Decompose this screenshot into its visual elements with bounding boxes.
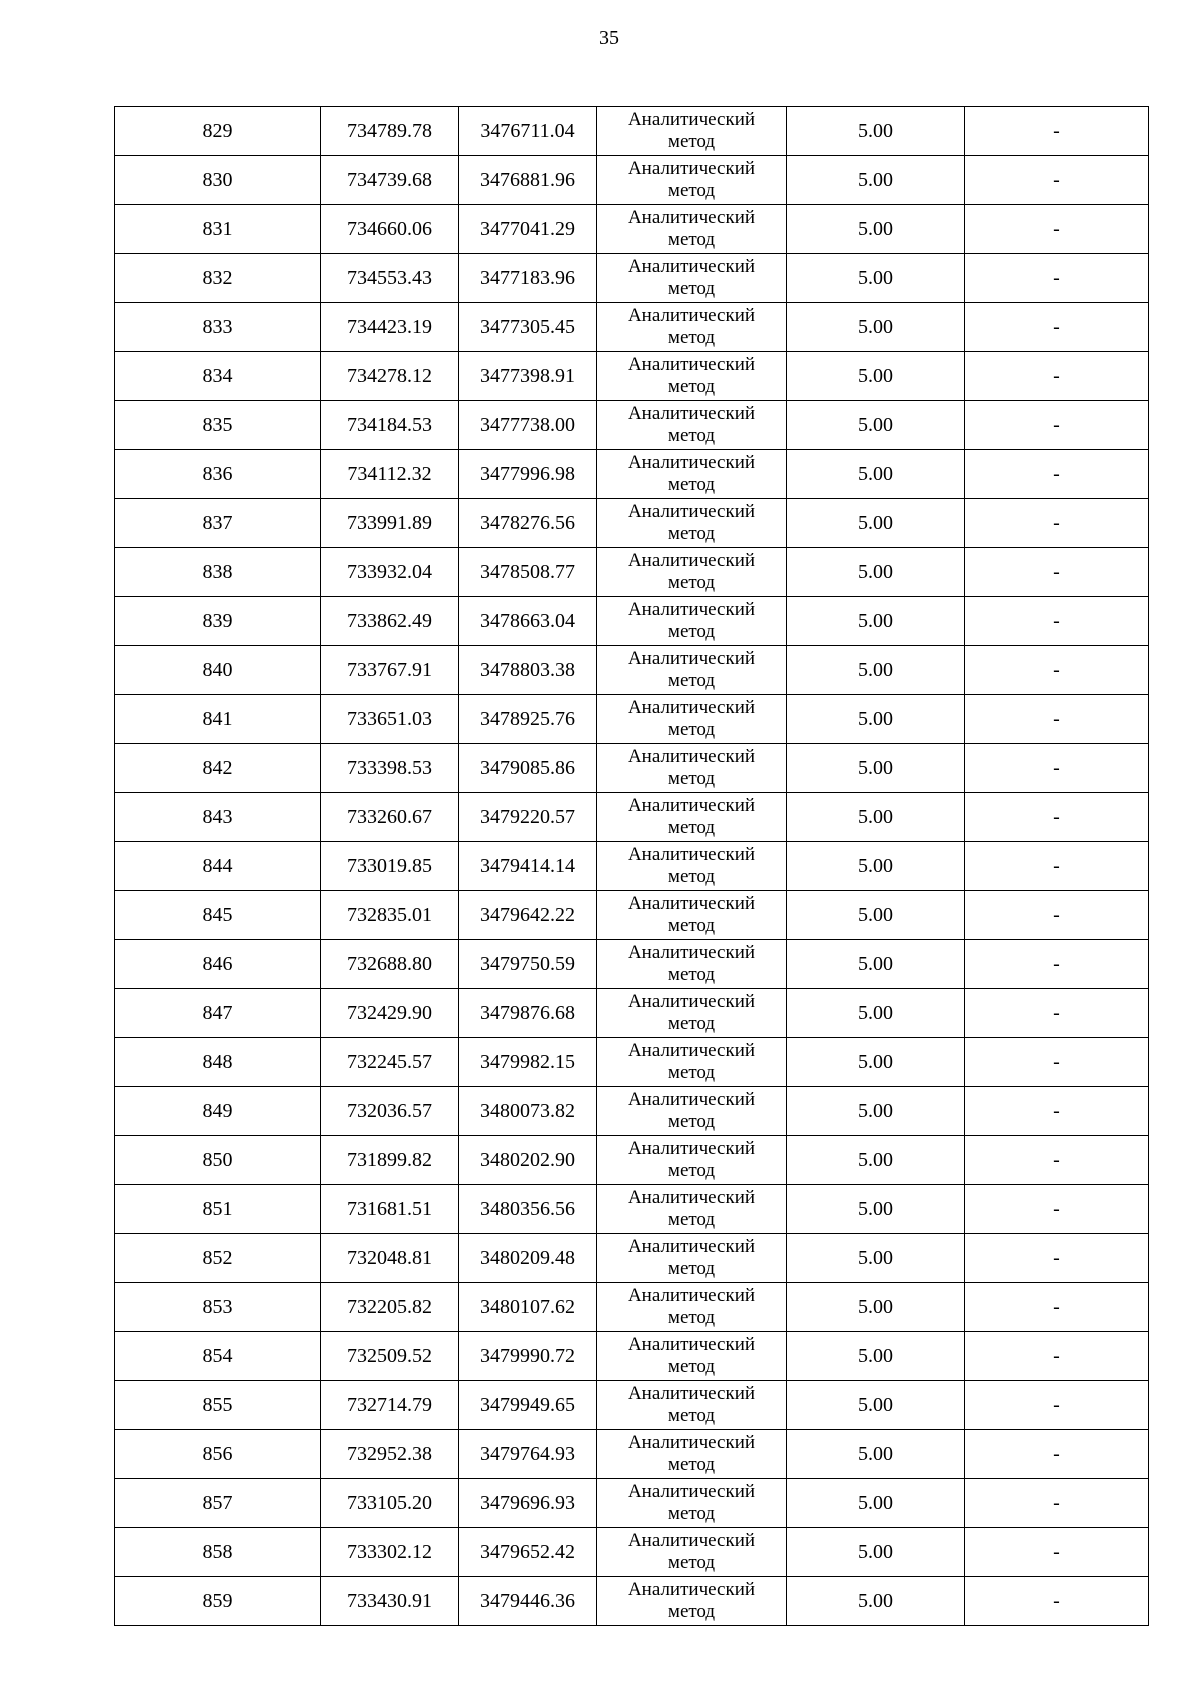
note-cell: - [965, 1283, 1149, 1332]
x-coordinate-cell: 733302.12 [321, 1528, 459, 1577]
method-line-2: метод [667, 1552, 716, 1573]
y-coordinate-cell: 3479949.65 [459, 1381, 597, 1430]
note-cell: - [965, 107, 1149, 156]
method-cell [597, 1381, 787, 1430]
method-line-2: метод [667, 1307, 716, 1328]
table-row [115, 1136, 1149, 1185]
table-row [115, 1087, 1149, 1136]
table-row [115, 597, 1149, 646]
method-line-2: метод [667, 1601, 716, 1622]
method-line-2: метод [667, 866, 716, 887]
accuracy-cell: 5.00 [787, 940, 965, 989]
note-cell: - [965, 254, 1149, 303]
table-row [115, 548, 1149, 597]
y-coordinate-cell: 3479764.93 [459, 1430, 597, 1479]
table-row [115, 646, 1149, 695]
x-coordinate-cell: 734660.06 [321, 205, 459, 254]
y-coordinate-cell: 3479652.42 [459, 1528, 597, 1577]
x-coordinate-cell: 732205.82 [321, 1283, 459, 1332]
method-line-1: Аналитический [627, 1285, 756, 1306]
accuracy-cell: 5.00 [787, 695, 965, 744]
table-row [115, 1332, 1149, 1381]
method-cell [597, 646, 787, 695]
method-line-2: метод [667, 572, 716, 593]
method-cell [597, 205, 787, 254]
table-row [115, 744, 1149, 793]
point-number-cell: 834 [115, 352, 321, 401]
accuracy-cell: 5.00 [787, 303, 965, 352]
method-line-1: Аналитический [627, 893, 756, 914]
method-line-1: Аналитический [627, 1187, 756, 1208]
method-cell [597, 450, 787, 499]
point-number-cell: 842 [115, 744, 321, 793]
point-number-cell: 840 [115, 646, 321, 695]
x-coordinate-cell: 732688.80 [321, 940, 459, 989]
x-coordinate-cell: 733260.67 [321, 793, 459, 842]
note-cell: - [965, 646, 1149, 695]
table-row [115, 1283, 1149, 1332]
method-line-1: Аналитический [627, 1236, 756, 1257]
y-coordinate-cell: 3480073.82 [459, 1087, 597, 1136]
x-coordinate-cell: 731681.51 [321, 1185, 459, 1234]
y-coordinate-cell: 3480356.56 [459, 1185, 597, 1234]
method-cell [597, 1185, 787, 1234]
y-coordinate-cell: 3476881.96 [459, 156, 597, 205]
note-cell: - [965, 205, 1149, 254]
method-cell [597, 1283, 787, 1332]
note-cell: - [965, 1185, 1149, 1234]
method-line-2: метод [667, 1454, 716, 1475]
accuracy-cell: 5.00 [787, 107, 965, 156]
method-line-2: метод [667, 719, 716, 740]
x-coordinate-cell: 734278.12 [321, 352, 459, 401]
point-number-cell: 833 [115, 303, 321, 352]
method-line-1: Аналитический [627, 942, 756, 963]
point-number-cell: 830 [115, 156, 321, 205]
method-line-2: метод [667, 964, 716, 985]
method-line-1: Аналитический [627, 550, 756, 571]
y-coordinate-cell: 3478508.77 [459, 548, 597, 597]
method-cell [597, 352, 787, 401]
accuracy-cell: 5.00 [787, 254, 965, 303]
x-coordinate-cell: 733430.91 [321, 1577, 459, 1626]
x-coordinate-cell: 734553.43 [321, 254, 459, 303]
y-coordinate-cell: 3479982.15 [459, 1038, 597, 1087]
point-number-cell: 844 [115, 842, 321, 891]
method-line-2: метод [667, 670, 716, 691]
coordinates-table [114, 106, 1149, 1626]
accuracy-cell: 5.00 [787, 352, 965, 401]
method-line-2: метод [667, 817, 716, 838]
accuracy-cell: 5.00 [787, 450, 965, 499]
method-line-2: метод [667, 523, 716, 544]
note-cell: - [965, 401, 1149, 450]
table-row [115, 891, 1149, 940]
table-row [115, 1430, 1149, 1479]
x-coordinate-cell: 732714.79 [321, 1381, 459, 1430]
method-line-1: Аналитический [627, 452, 756, 473]
method-line-2: метод [667, 1405, 716, 1426]
method-line-1: Аналитический [627, 844, 756, 865]
y-coordinate-cell: 3478925.76 [459, 695, 597, 744]
x-coordinate-cell: 733932.04 [321, 548, 459, 597]
method-cell [597, 597, 787, 646]
x-coordinate-cell: 734739.68 [321, 156, 459, 205]
method-line-2: метод [667, 425, 716, 446]
method-line-1: Аналитический [627, 599, 756, 620]
point-number-cell: 843 [115, 793, 321, 842]
note-cell: - [965, 1430, 1149, 1479]
method-line-1: Аналитический [627, 1040, 756, 1061]
accuracy-cell: 5.00 [787, 1381, 965, 1430]
accuracy-cell: 5.00 [787, 1528, 965, 1577]
y-coordinate-cell: 3479446.36 [459, 1577, 597, 1626]
method-line-1: Аналитический [627, 795, 756, 816]
table-row [115, 1234, 1149, 1283]
accuracy-cell: 5.00 [787, 646, 965, 695]
y-coordinate-cell: 3477738.00 [459, 401, 597, 450]
note-cell: - [965, 1381, 1149, 1430]
accuracy-cell: 5.00 [787, 1136, 965, 1185]
method-cell [597, 303, 787, 352]
accuracy-cell: 5.00 [787, 401, 965, 450]
table-row [115, 499, 1149, 548]
note-cell: - [965, 1528, 1149, 1577]
accuracy-cell: 5.00 [787, 1332, 965, 1381]
table-row [115, 205, 1149, 254]
y-coordinate-cell: 3480107.62 [459, 1283, 597, 1332]
point-number-cell: 856 [115, 1430, 321, 1479]
accuracy-cell: 5.00 [787, 793, 965, 842]
table-row [115, 989, 1149, 1038]
table-row [115, 401, 1149, 450]
method-line-2: метод [667, 327, 716, 348]
point-number-cell: 852 [115, 1234, 321, 1283]
note-cell: - [965, 744, 1149, 793]
method-cell [597, 1136, 787, 1185]
accuracy-cell: 5.00 [787, 1087, 965, 1136]
x-coordinate-cell: 733105.20 [321, 1479, 459, 1528]
point-number-cell: 838 [115, 548, 321, 597]
table-row [115, 1479, 1149, 1528]
point-number-cell: 829 [115, 107, 321, 156]
x-coordinate-cell: 732835.01 [321, 891, 459, 940]
method-line-2: метод [667, 915, 716, 936]
method-line-2: метод [667, 1258, 716, 1279]
x-coordinate-cell: 732048.81 [321, 1234, 459, 1283]
method-cell [597, 1430, 787, 1479]
page-number: 35 [599, 27, 619, 49]
point-number-cell: 855 [115, 1381, 321, 1430]
accuracy-cell: 5.00 [787, 1185, 965, 1234]
point-number-cell: 849 [115, 1087, 321, 1136]
point-number-cell: 831 [115, 205, 321, 254]
point-number-cell: 848 [115, 1038, 321, 1087]
method-line-2: метод [667, 474, 716, 495]
method-line-1: Аналитический [627, 991, 756, 1012]
note-cell: - [965, 450, 1149, 499]
y-coordinate-cell: 3477183.96 [459, 254, 597, 303]
point-number-cell: 835 [115, 401, 321, 450]
x-coordinate-cell: 734789.78 [321, 107, 459, 156]
method-cell [597, 1087, 787, 1136]
accuracy-cell: 5.00 [787, 1234, 965, 1283]
accuracy-cell: 5.00 [787, 1577, 965, 1626]
method-line-2: метод [667, 180, 716, 201]
table-row [115, 1577, 1149, 1626]
x-coordinate-cell: 732509.52 [321, 1332, 459, 1381]
x-coordinate-cell: 734112.32 [321, 450, 459, 499]
table-row [115, 1381, 1149, 1430]
method-line-2: метод [667, 229, 716, 250]
note-cell: - [965, 1234, 1149, 1283]
point-number-cell: 857 [115, 1479, 321, 1528]
note-cell: - [965, 597, 1149, 646]
method-line-1: Аналитический [627, 1334, 756, 1355]
x-coordinate-cell: 732036.57 [321, 1087, 459, 1136]
method-cell [597, 1577, 787, 1626]
accuracy-cell: 5.00 [787, 205, 965, 254]
x-coordinate-cell: 733767.91 [321, 646, 459, 695]
y-coordinate-cell: 3479990.72 [459, 1332, 597, 1381]
method-cell [597, 1332, 787, 1381]
note-cell: - [965, 352, 1149, 401]
y-coordinate-cell: 3478663.04 [459, 597, 597, 646]
point-number-cell: 832 [115, 254, 321, 303]
note-cell: - [965, 1038, 1149, 1087]
method-cell [597, 548, 787, 597]
table-row [115, 156, 1149, 205]
y-coordinate-cell: 3479696.93 [459, 1479, 597, 1528]
note-cell: - [965, 793, 1149, 842]
method-line-2: метод [667, 1356, 716, 1377]
x-coordinate-cell: 733398.53 [321, 744, 459, 793]
y-coordinate-cell: 3479085.86 [459, 744, 597, 793]
accuracy-cell: 5.00 [787, 1430, 965, 1479]
method-cell [597, 107, 787, 156]
method-line-1: Аналитический [627, 501, 756, 522]
method-line-1: Аналитический [627, 158, 756, 179]
note-cell: - [965, 1577, 1149, 1626]
method-line-1: Аналитический [627, 109, 756, 130]
note-cell: - [965, 1087, 1149, 1136]
method-cell [597, 695, 787, 744]
method-line-1: Аналитический [627, 305, 756, 326]
accuracy-cell: 5.00 [787, 156, 965, 205]
table-row [115, 1038, 1149, 1087]
method-line-1: Аналитический [627, 1138, 756, 1159]
note-cell: - [965, 842, 1149, 891]
method-line-1: Аналитический [627, 746, 756, 767]
note-cell: - [965, 548, 1149, 597]
accuracy-cell: 5.00 [787, 1479, 965, 1528]
point-number-cell: 845 [115, 891, 321, 940]
y-coordinate-cell: 3480209.48 [459, 1234, 597, 1283]
table-row [115, 352, 1149, 401]
note-cell: - [965, 1332, 1149, 1381]
table-row [115, 303, 1149, 352]
method-line-2: метод [667, 1111, 716, 1132]
x-coordinate-cell: 731899.82 [321, 1136, 459, 1185]
table-row [115, 793, 1149, 842]
method-line-1: Аналитический [627, 1481, 756, 1502]
table-row [115, 107, 1149, 156]
note-cell: - [965, 499, 1149, 548]
method-cell [597, 499, 787, 548]
method-line-2: метод [667, 1062, 716, 1083]
method-line-1: Аналитический [627, 697, 756, 718]
note-cell: - [965, 695, 1149, 744]
x-coordinate-cell: 733651.03 [321, 695, 459, 744]
point-number-cell: 858 [115, 1528, 321, 1577]
y-coordinate-cell: 3476711.04 [459, 107, 597, 156]
point-number-cell: 850 [115, 1136, 321, 1185]
point-number-cell: 846 [115, 940, 321, 989]
accuracy-cell: 5.00 [787, 1283, 965, 1332]
method-line-1: Аналитический [627, 256, 756, 277]
table-row [115, 695, 1149, 744]
method-line-2: метод [667, 621, 716, 642]
accuracy-cell: 5.00 [787, 744, 965, 793]
point-number-cell: 851 [115, 1185, 321, 1234]
method-line-2: метод [667, 131, 716, 152]
method-line-2: метод [667, 278, 716, 299]
method-cell [597, 1038, 787, 1087]
point-number-cell: 847 [115, 989, 321, 1038]
table-row [115, 842, 1149, 891]
note-cell: - [965, 891, 1149, 940]
method-line-2: метод [667, 1209, 716, 1230]
method-cell [597, 156, 787, 205]
y-coordinate-cell: 3480202.90 [459, 1136, 597, 1185]
method-line-1: Аналитический [627, 1579, 756, 1600]
x-coordinate-cell: 733991.89 [321, 499, 459, 548]
point-number-cell: 854 [115, 1332, 321, 1381]
method-cell [597, 842, 787, 891]
note-cell: - [965, 156, 1149, 205]
y-coordinate-cell: 3477041.29 [459, 205, 597, 254]
accuracy-cell: 5.00 [787, 548, 965, 597]
accuracy-cell: 5.00 [787, 989, 965, 1038]
note-cell: - [965, 989, 1149, 1038]
method-cell [597, 793, 787, 842]
table-row [115, 1185, 1149, 1234]
method-cell [597, 401, 787, 450]
method-cell [597, 254, 787, 303]
x-coordinate-cell: 732952.38 [321, 1430, 459, 1479]
table-row [115, 940, 1149, 989]
accuracy-cell: 5.00 [787, 597, 965, 646]
table-row [115, 254, 1149, 303]
note-cell: - [965, 303, 1149, 352]
note-cell: - [965, 1136, 1149, 1185]
y-coordinate-cell: 3477996.98 [459, 450, 597, 499]
point-number-cell: 837 [115, 499, 321, 548]
y-coordinate-cell: 3478276.56 [459, 499, 597, 548]
x-coordinate-cell: 732245.57 [321, 1038, 459, 1087]
method-line-1: Аналитический [627, 207, 756, 228]
method-line-1: Аналитический [627, 1530, 756, 1551]
point-number-cell: 836 [115, 450, 321, 499]
y-coordinate-cell: 3479750.59 [459, 940, 597, 989]
x-coordinate-cell: 733019.85 [321, 842, 459, 891]
y-coordinate-cell: 3479876.68 [459, 989, 597, 1038]
x-coordinate-cell: 732429.90 [321, 989, 459, 1038]
method-line-1: Аналитический [627, 354, 756, 375]
y-coordinate-cell: 3479642.22 [459, 891, 597, 940]
point-number-cell: 853 [115, 1283, 321, 1332]
method-line-1: Аналитический [627, 1089, 756, 1110]
method-line-2: метод [667, 1503, 716, 1524]
method-line-2: метод [667, 1160, 716, 1181]
y-coordinate-cell: 3477398.91 [459, 352, 597, 401]
method-cell [597, 891, 787, 940]
method-line-2: метод [667, 768, 716, 789]
x-coordinate-cell: 734184.53 [321, 401, 459, 450]
accuracy-cell: 5.00 [787, 1038, 965, 1087]
method-line-2: метод [667, 1013, 716, 1034]
method-cell [597, 744, 787, 793]
method-cell [597, 989, 787, 1038]
table-row [115, 450, 1149, 499]
y-coordinate-cell: 3479414.14 [459, 842, 597, 891]
point-number-cell: 859 [115, 1577, 321, 1626]
note-cell: - [965, 1479, 1149, 1528]
method-cell [597, 1528, 787, 1577]
y-coordinate-cell: 3479220.57 [459, 793, 597, 842]
accuracy-cell: 5.00 [787, 891, 965, 940]
method-cell [597, 1479, 787, 1528]
x-coordinate-cell: 733862.49 [321, 597, 459, 646]
accuracy-cell: 5.00 [787, 499, 965, 548]
method-line-2: метод [667, 376, 716, 397]
method-line-1: Аналитический [627, 403, 756, 424]
y-coordinate-cell: 3477305.45 [459, 303, 597, 352]
point-number-cell: 839 [115, 597, 321, 646]
method-cell [597, 1234, 787, 1283]
method-line-1: Аналитический [627, 1383, 756, 1404]
method-line-1: Аналитический [627, 648, 756, 669]
point-number-cell: 841 [115, 695, 321, 744]
table-body [115, 107, 1149, 1626]
y-coordinate-cell: 3478803.38 [459, 646, 597, 695]
method-line-1: Аналитический [627, 1432, 756, 1453]
x-coordinate-cell: 734423.19 [321, 303, 459, 352]
method-cell [597, 940, 787, 989]
table-row [115, 1528, 1149, 1577]
accuracy-cell: 5.00 [787, 842, 965, 891]
note-cell: - [965, 940, 1149, 989]
